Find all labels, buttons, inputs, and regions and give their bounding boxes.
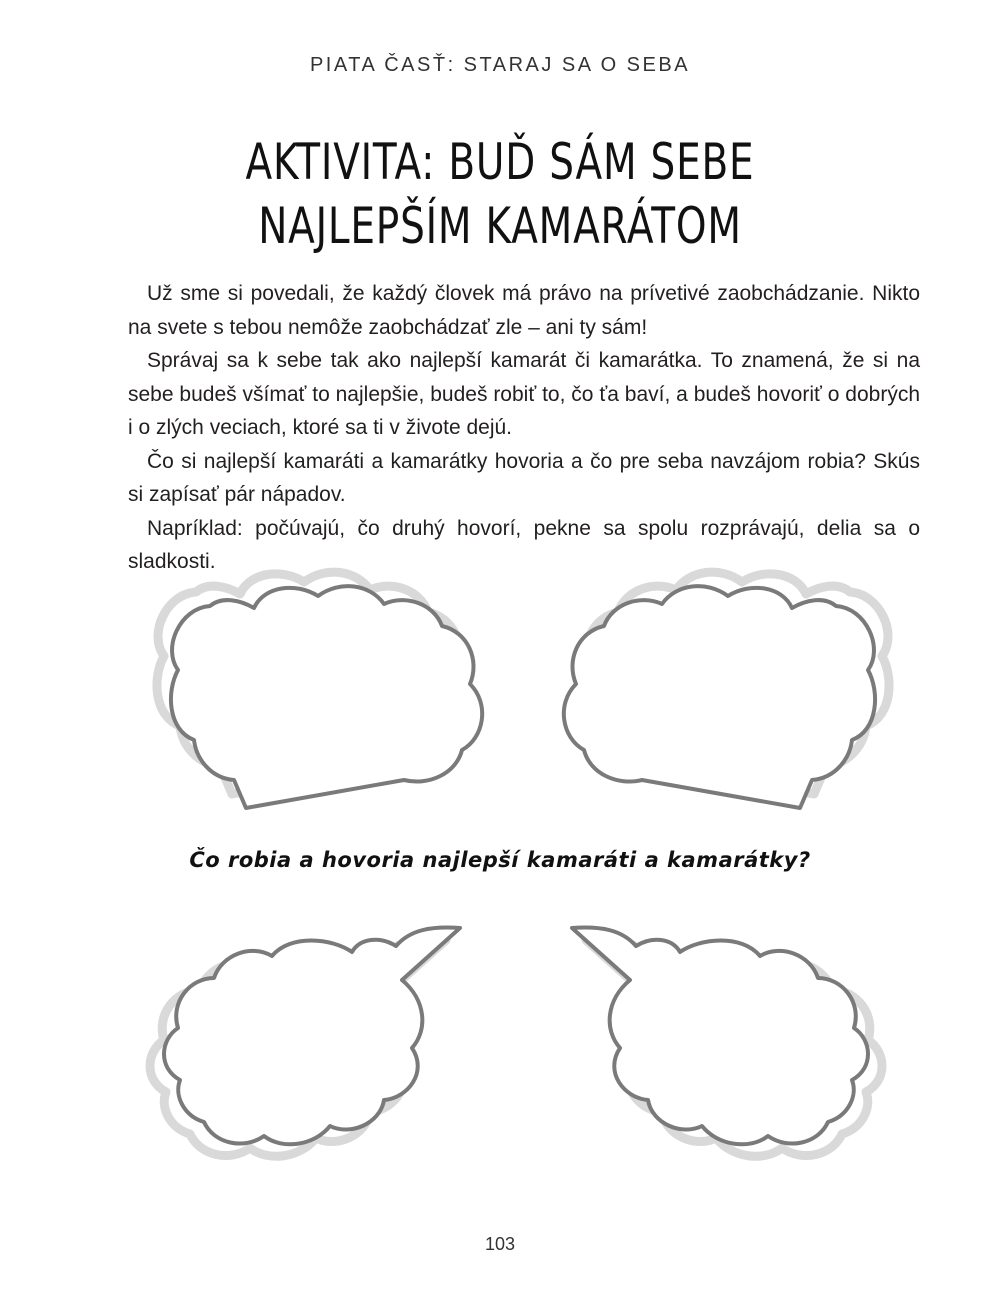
paragraph-3: Čo si najlepší kamaráti a kamarátky hovoria a čo pre seba navzájom robia? Skús si zapísať pár nápadov. xyxy=(128,449,920,506)
thought-bubble-top-left xyxy=(157,572,482,808)
title-line-1: AKTIVITA: BUĎ SÁM SEBE xyxy=(245,133,755,191)
body-text xyxy=(128,277,920,579)
thought-bubble-top-right xyxy=(564,572,889,808)
paragraph-2: Správaj sa k sebe tak ako najlepší kamarát či kamarátka. To znamená, že si na sebe budeš všímať to najlepšie, budeš robiť to, čo ťa baví, a budeš hovoriť o dobrých i o zlých veciach, ktoré sa ti v živote dejú. xyxy=(128,349,920,439)
running-header: PIATA ČASŤ: STARAJ SA O SEBA xyxy=(309,54,691,76)
central-question: Čo robia a hovoria najlepší kamaráti a kamarátky? xyxy=(189,848,811,872)
page-number: 103 xyxy=(484,1234,516,1254)
thought-bubble-bottom-left xyxy=(150,928,460,1157)
page-title xyxy=(0,130,1000,258)
paragraph-4: Napríklad: počúvajú, čo druhý hovorí, pekne sa spolu rozprávajú, delia sa o sladkosti. xyxy=(128,516,920,573)
thought-bubble-bottom-right xyxy=(572,928,882,1157)
paragraph-1: Už sme si povedali, že každý človek má právo na prívetivé zaobchádzanie. Nikto na svete s tebou nemôže zaobchádzať zle – ani ty sám! xyxy=(128,282,920,339)
title-line-2: NAJLEPŠÍM KAMARÁTOM xyxy=(258,197,742,255)
